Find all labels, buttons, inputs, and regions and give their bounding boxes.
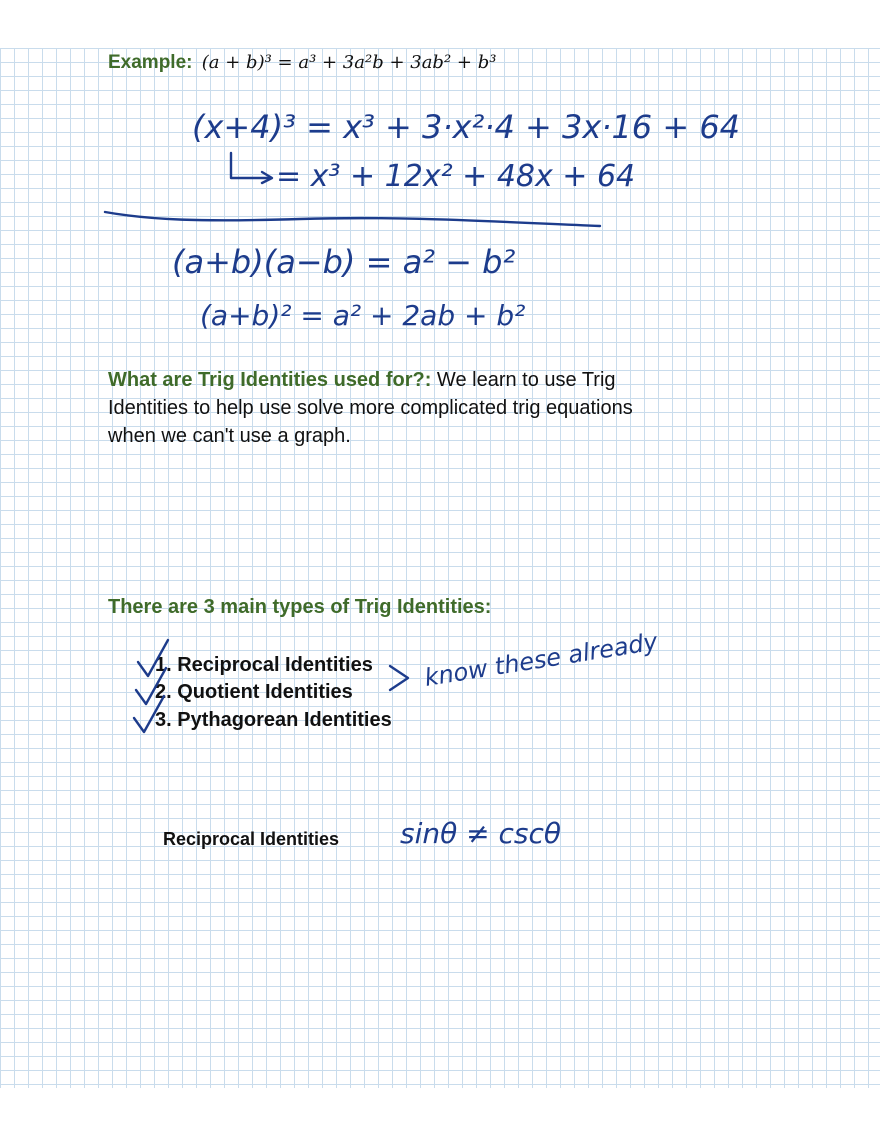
- grid-paper-background: [0, 48, 880, 1088]
- trig-uses-body: We learn to use Trig Identities to help use solve more complicated trig equations when we can't use a graph.: [108, 369, 633, 447]
- reciprocal-identities-heading: Reciprocal Identities: [163, 829, 340, 849]
- handwritten-sin-not-equal-csc: sinθ ≠ cscθ: [400, 817, 562, 850]
- know-these-already-note: know these already: [422, 627, 660, 692]
- list-item-reciprocal: 1. Reciprocal Identities: [155, 654, 373, 676]
- handwritten-simplified-line: = x³ + 12x² + 48x + 64: [276, 159, 636, 194]
- list-item-quotient: 2. Quotient Identities: [155, 681, 353, 703]
- types-heading: There are 3 main types of Trig Identities:: [108, 596, 492, 618]
- trig-uses-paragraph: [108, 366, 668, 450]
- handwritten-difference-of-squares: (a+b)(a−b) = a² − b²: [172, 243, 516, 281]
- example-label: Example:: [108, 52, 193, 73]
- example-formula: (a + b)³ = a³ + 3a²b + 3ab² + b³: [201, 52, 497, 73]
- handwritten-square-of-sum: (a+b)² = a² + 2ab + b²: [200, 299, 526, 332]
- trig-uses-heading: What are Trig Identities used for?:: [108, 369, 432, 391]
- list-item-pythagorean: 3. Pythagorean Identities: [155, 709, 392, 731]
- handwritten-expansion-line: (x+4)³ = x³ + 3·x²·4 + 3x·16 + 64: [192, 108, 741, 146]
- example-line: [108, 52, 496, 74]
